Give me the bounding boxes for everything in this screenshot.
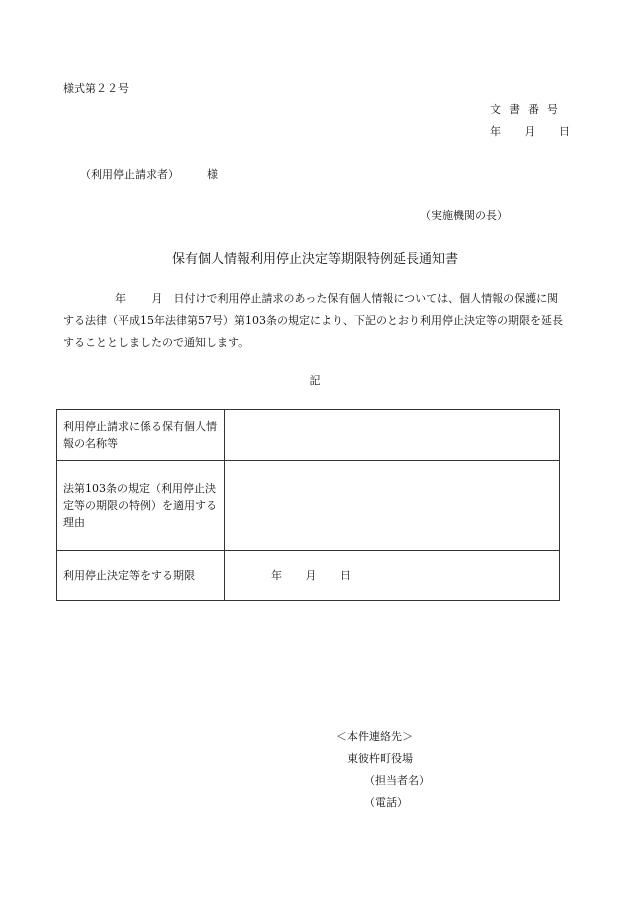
table-row (57, 410, 560, 461)
request-date-placeholder: 年 月 (115, 292, 163, 305)
row-value (225, 461, 560, 551)
contact-person: （担当者名） (364, 774, 430, 787)
details-table (56, 409, 560, 601)
row-label: 法第103条の規定（利用停止決定等の期限の特例）を適用する理由 (57, 461, 225, 551)
addressee-honorific: 様 (207, 168, 218, 181)
contact-office: 東彼杵町役場 (347, 752, 413, 765)
form-number: 様式第２２号 (63, 82, 129, 95)
notice-body-text: 日付けで利用停止請求のあった保有個人情報については、個人情報の保護に関する法律（平成15年法律第57号）第103条の規定により、下記のとおり利用停止決定等の期限を延長することとしましたので通知します。 (63, 292, 563, 349)
issue-date-placeholder: 年 月 日 (490, 125, 570, 138)
row-label: 利用停止決定等をする期限 (57, 551, 225, 601)
addressee (80, 166, 218, 182)
document-title: 保有個人情報利用停止決定等期限特例延長通知書 (171, 252, 458, 267)
row-value (225, 410, 560, 461)
ki-heading: 記 (309, 374, 321, 387)
notice-body (63, 288, 563, 354)
contact-block (336, 726, 430, 814)
contact-heading: ＜本件連絡先＞ (336, 730, 413, 743)
row-label: 利用停止請求に係る保有個人情報の名称等 (57, 410, 225, 461)
deadline-date-placeholder: 年 月 日 (225, 551, 560, 601)
document-number-label: 文書番号 (490, 103, 566, 116)
contact-phone: （電話） (364, 796, 408, 809)
table-row (57, 551, 560, 601)
table-row (57, 461, 560, 551)
issuer: （実施機関の長） (420, 209, 508, 222)
addressee-name: （利用停止請求者） (80, 168, 179, 181)
